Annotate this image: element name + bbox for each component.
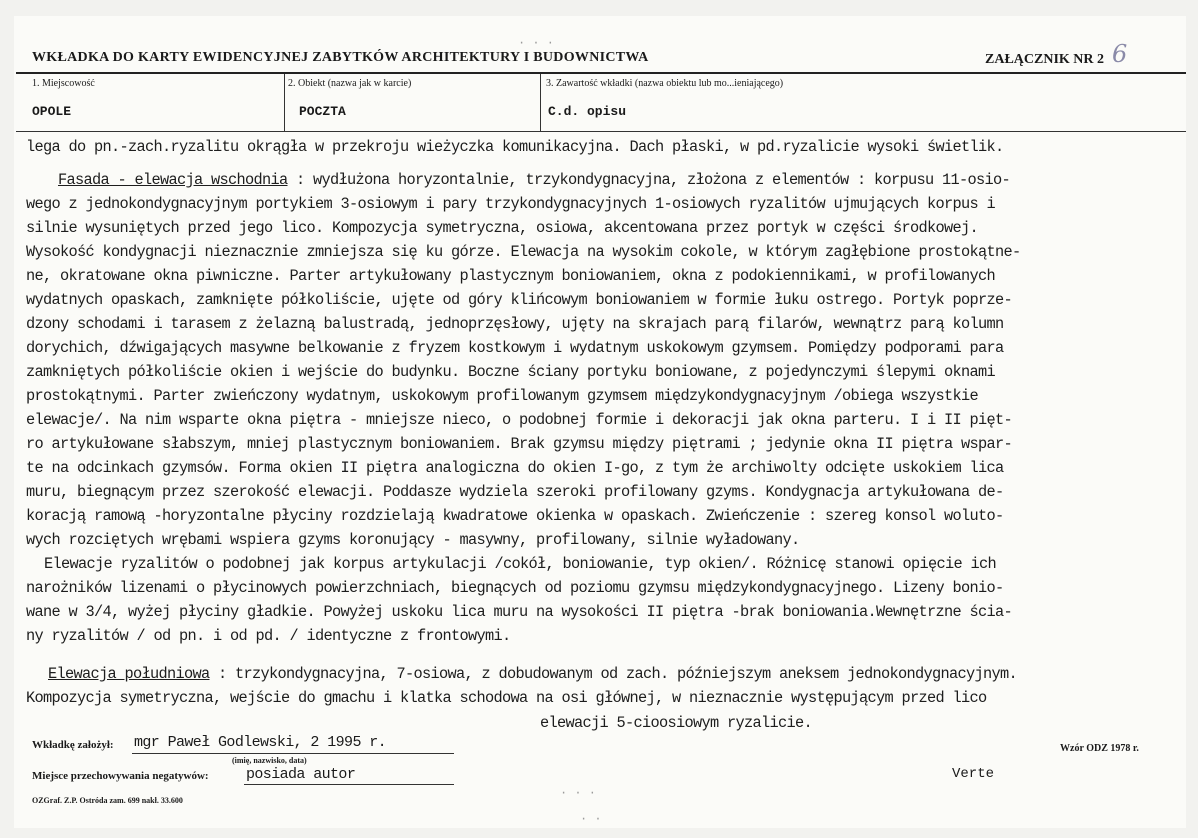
body-line: muru, biegnącym przez szerokość elewacji. Poddasze wydziela szeroki profilowany gzyms. Kondygnacja artykułowana de- xyxy=(26,483,1004,501)
bleed-through-mark: · · · xyxy=(560,786,597,800)
annex-label: ZAŁĄCZNIK NR 2 xyxy=(985,52,1105,67)
print-info: OZGraf. Z.P. Ostróda zam. 699 nakł. 33.600 xyxy=(32,796,183,805)
body-line: Wysokość kondygnacji nieznacznie zmniejsza się ku górze. Elewacja na wysokim cokole, w którym zagłębione prostokątne- xyxy=(26,243,1021,261)
field-value-object: POCZTA xyxy=(299,104,346,119)
body-line: wydatnych opaskach, zamknięte półkoliście, ujęte od góry klińcowym boniowaniem w formie łuku ostrego. Portyk poprze- xyxy=(26,291,1012,309)
body-line: dzony schodami i tarasem z żelazną balustradą, jednoprzęsłowy, ujęty na skrajach parą filarów, wewnątrz parą kolumn xyxy=(26,315,1004,333)
body-line: wych rozciętych wrębami wspiera gzyms koronujący - masywny, profilowany, silnie wyładowany. xyxy=(26,531,800,549)
body-line: Kompozycja symetryczna, wejście do gmachu i klatka schodowa na osi głównej, w nieznacznie występującym przed lico xyxy=(26,689,987,707)
prepared-by-hint: (imię, nazwisko, data) xyxy=(232,756,307,765)
body-line: Fasada - elewacja wschodnia : wydłużona horyzontalnie, trzykondygnacyjna, złożona z elementów : korpusu 11-osio- xyxy=(58,171,1010,189)
body-line: ro artykułowane słabszym, mniej plastycznym boniowaniem. Brak gzymsu między piętrami ; jedynie okna II piętra wspar- xyxy=(26,435,1012,453)
body-line: elewacje/. Na nim wsparte okna piętra - mniejsze nieco, o podobnej formie i dekoracji jak okna parteru. I i II pięt- xyxy=(26,411,1012,429)
body-line: wane w 3/4, wyżej płyciny gładkie. Powyżej uskoku lica muru na wysokości II piętra -brak boniowania.Wewnętrzne ścia- xyxy=(26,603,1012,621)
prepared-by-label: Wkładkę założył: xyxy=(32,739,114,751)
body-line: ne, okratowane okna piwniczne. Parter artykułowany plastycznym boniowaniem, okna z podokiennikami, w profilowanych xyxy=(26,267,995,285)
field-label-object: 2. Obiekt (nazwa jak w karcie) xyxy=(288,78,412,89)
body-line: dorychich, dźwigających masywne belkowanie z fryzem kostkowym i wydatnym uskokowym gzymsem. Pomiędzy podporami para xyxy=(26,339,1004,357)
prepared-by-value: mgr Paweł Godlewski, 2 1995 r. xyxy=(134,734,387,751)
body-line: ny ryzalitów / od pn. i od pd. / identyczne z frontowymi. xyxy=(26,627,511,645)
bleed-through-mark: · · xyxy=(580,812,602,826)
negatives-location-value: posiada autor xyxy=(246,766,356,783)
negatives-location-label: Miejsce przechowywania negatywów: xyxy=(32,770,209,782)
field-label-locality: 1. Miejscowość xyxy=(32,78,95,89)
body-line: wego z jednokondygnacyjnym portykiem 3-osiowym i pary trzykondygnacyjnych 1-osiowych ryzalitów ujmujących korpus i xyxy=(26,195,995,213)
body-line: silnie wysuniętych przed jego lico. Kompozycja symetryczna, osiowa, akcentowana przez portyk w części środkowej. xyxy=(26,219,978,237)
field-label-contents: 3. Zawartość wkładki (nazwa obiektu lub mo...ieniającego) xyxy=(546,78,784,89)
form-title: WKŁADKA DO KARTY EWIDENCYJNEJ ZABYTKÓW ARCHITEKTURY I BUDOWNICTWA xyxy=(32,50,649,65)
body-line: lega do pn.-zach.ryzalitu okrągła w przekroju wieżyczka komunikacyjna. Dach płaski, w pd.ryzalicie wysoki świetlik. xyxy=(26,138,1004,156)
body-line: Elewacje ryzalitów o podobnej jak korpus artykulacji /cokół, boniowanie, typ okien/. Różnicę stanowi opięcie ich xyxy=(44,555,996,573)
section-heading-east-facade: Fasada - elewacja wschodnia xyxy=(58,171,288,189)
field-value-locality: OPOLE xyxy=(32,104,72,119)
form-template-reference: Wzór ODZ 1978 r. xyxy=(1060,743,1139,754)
section-heading-south-facade: Elewacja południowa xyxy=(48,665,210,683)
body-line: zamkniętych półkoliście okien i wejście do budynku. Boczne ściany portyku boniowane, z pojedynczymi ślepymi oknami xyxy=(26,363,995,381)
field-value-contents: C.d. opisu xyxy=(548,104,627,119)
body-line: te na odcinkach gzymsów. Forma okien II piętra analogiczna do okien I-go, z tym że archiwolty odcięte uskokiem lica xyxy=(26,459,1004,477)
annex-handwritten-number: 6 xyxy=(1112,40,1128,68)
body-line: Elewacja południowa : trzykondygnacyjna, 7-osiowa, z dobudowanym od zach. późniejszym aneksem jednokondygnacyjnym. xyxy=(48,665,1017,683)
negatives-location-rule xyxy=(244,784,454,785)
body-line: elewacji 5-cioosiowym ryzalicie. xyxy=(540,714,812,732)
body-line: koracją ramową -horyzontalne płyciny rozdzielają kwadratowe okienka w opaskach. Zwieńczenie : szereg konsol woluto- xyxy=(26,507,1004,525)
body-line: prostokątnymi. Parter zwieńczony wydatnym, uskokowym profilowanym gzymsem międzykondygnacyjnym /obiega wszystkie xyxy=(26,387,978,405)
bleed-through-mark: · · · xyxy=(518,36,555,50)
prepared-by-rule xyxy=(132,753,454,754)
body-line: narożników lizenami o płycinowych powierzchniach, biegnących od poziomu gzymsu międzykondygnacyjnego. Lizeny bonio- xyxy=(26,579,1004,597)
header-bottom-rule xyxy=(16,131,1186,132)
verte-note: Verte xyxy=(952,766,995,782)
